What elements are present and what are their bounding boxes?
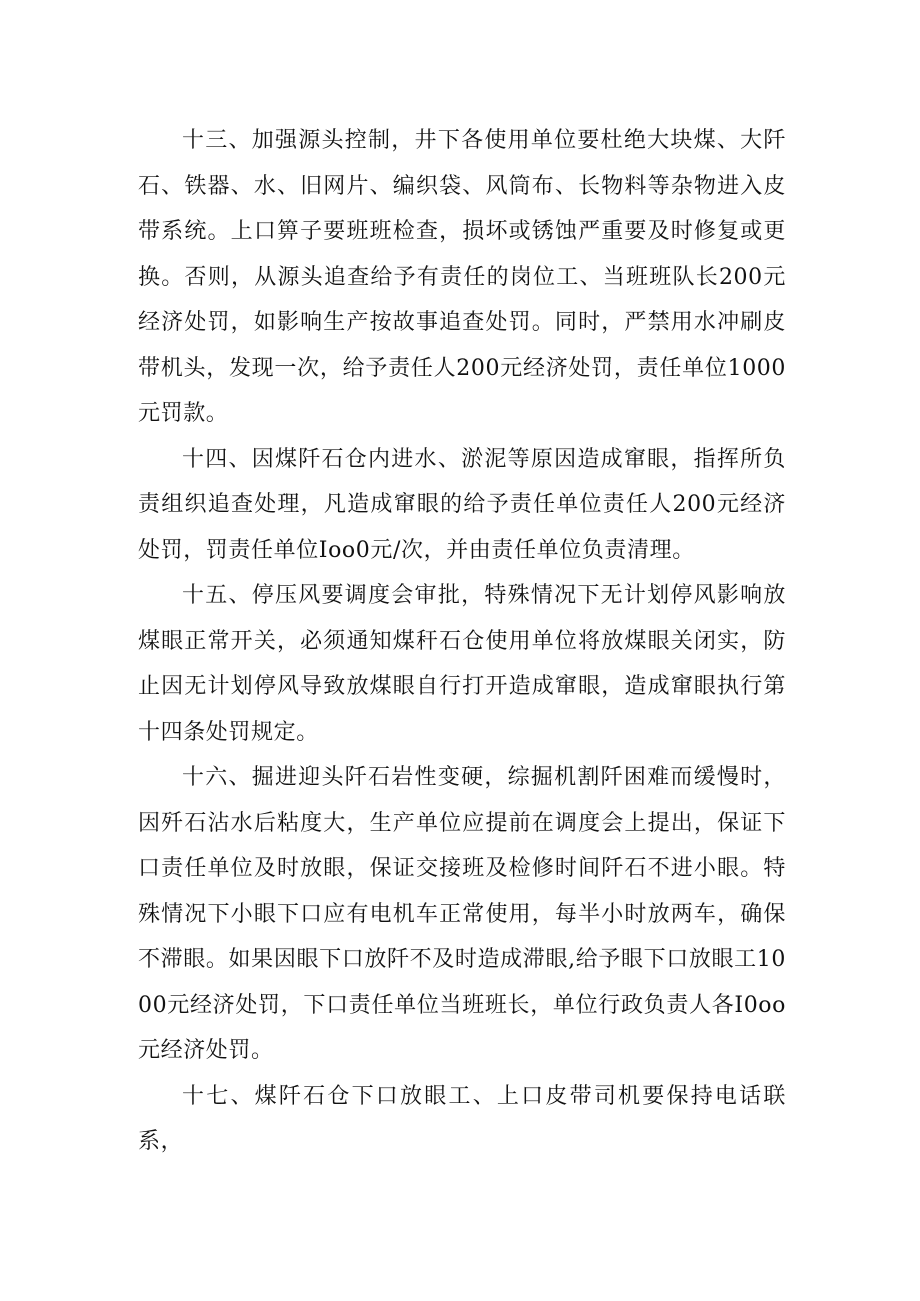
paragraph-17: 十七、煤阡石仓下口放眼工、上口皮带司机要保持电话联系， [138,1083,786,1154]
paragraph-15: 十五、停压风要调度会审批，特殊情况下无计划停风影响放煤眼正常开关，必须通知煤秆石仓使用单位将放煤眼关闭实，防止因无计划停风导致放煤眼自行打开造成窜眼，造成窜眼执行第十四条处罚规定。 [138,583,786,745]
document-body [138,118,786,1165]
paragraph-13: 十三、加强源头控制，井下各使用单位要杜绝大块煤、大阡石、铁器、水、旧网片、编织袋、风筒布、长物料等杂物进入皮带系统。上口箅子要班班检查，损坏或锈蚀严重要及时修复或更换。否则，从源头追查给予有责任的岗位工、当班班队长200元经济处罚，如影响生产按故事追查处罚。同时，严禁用水冲刷皮带机头，发现一次，给予责任人200元经济处罚，责任单位1000元罚款。 [138,128,786,426]
paragraph-16: 十六、掘进迎头阡石岩性变硬，综掘机割阡困难而缓慢时，因歼石沾水后粘度大，生产单位应提前在调度会上提出，保证下口责任单位及时放眼，保证交接班及检修时间阡石不进小眼。特殊情况下小眼下口应有电机车正常使用，每半小时放两车，确保不滞眼。如果因眼下口放阡不及时造成滞眼,给予眼下口放眼工1000元经济处罚，下口责任单位当班班长，单位行政负责人各I0oo元经济处罚。 [138,765,786,1063]
paragraph-14: 十四、因煤阡石仓内进水、淤泥等原因造成窜眼，指挥所负责组织追查处理，凡造成窜眼的给予责任单位责任人200元经济处罚，罚责任单位Ioo0元/次，并由责任单位负责清理。 [138,446,786,563]
